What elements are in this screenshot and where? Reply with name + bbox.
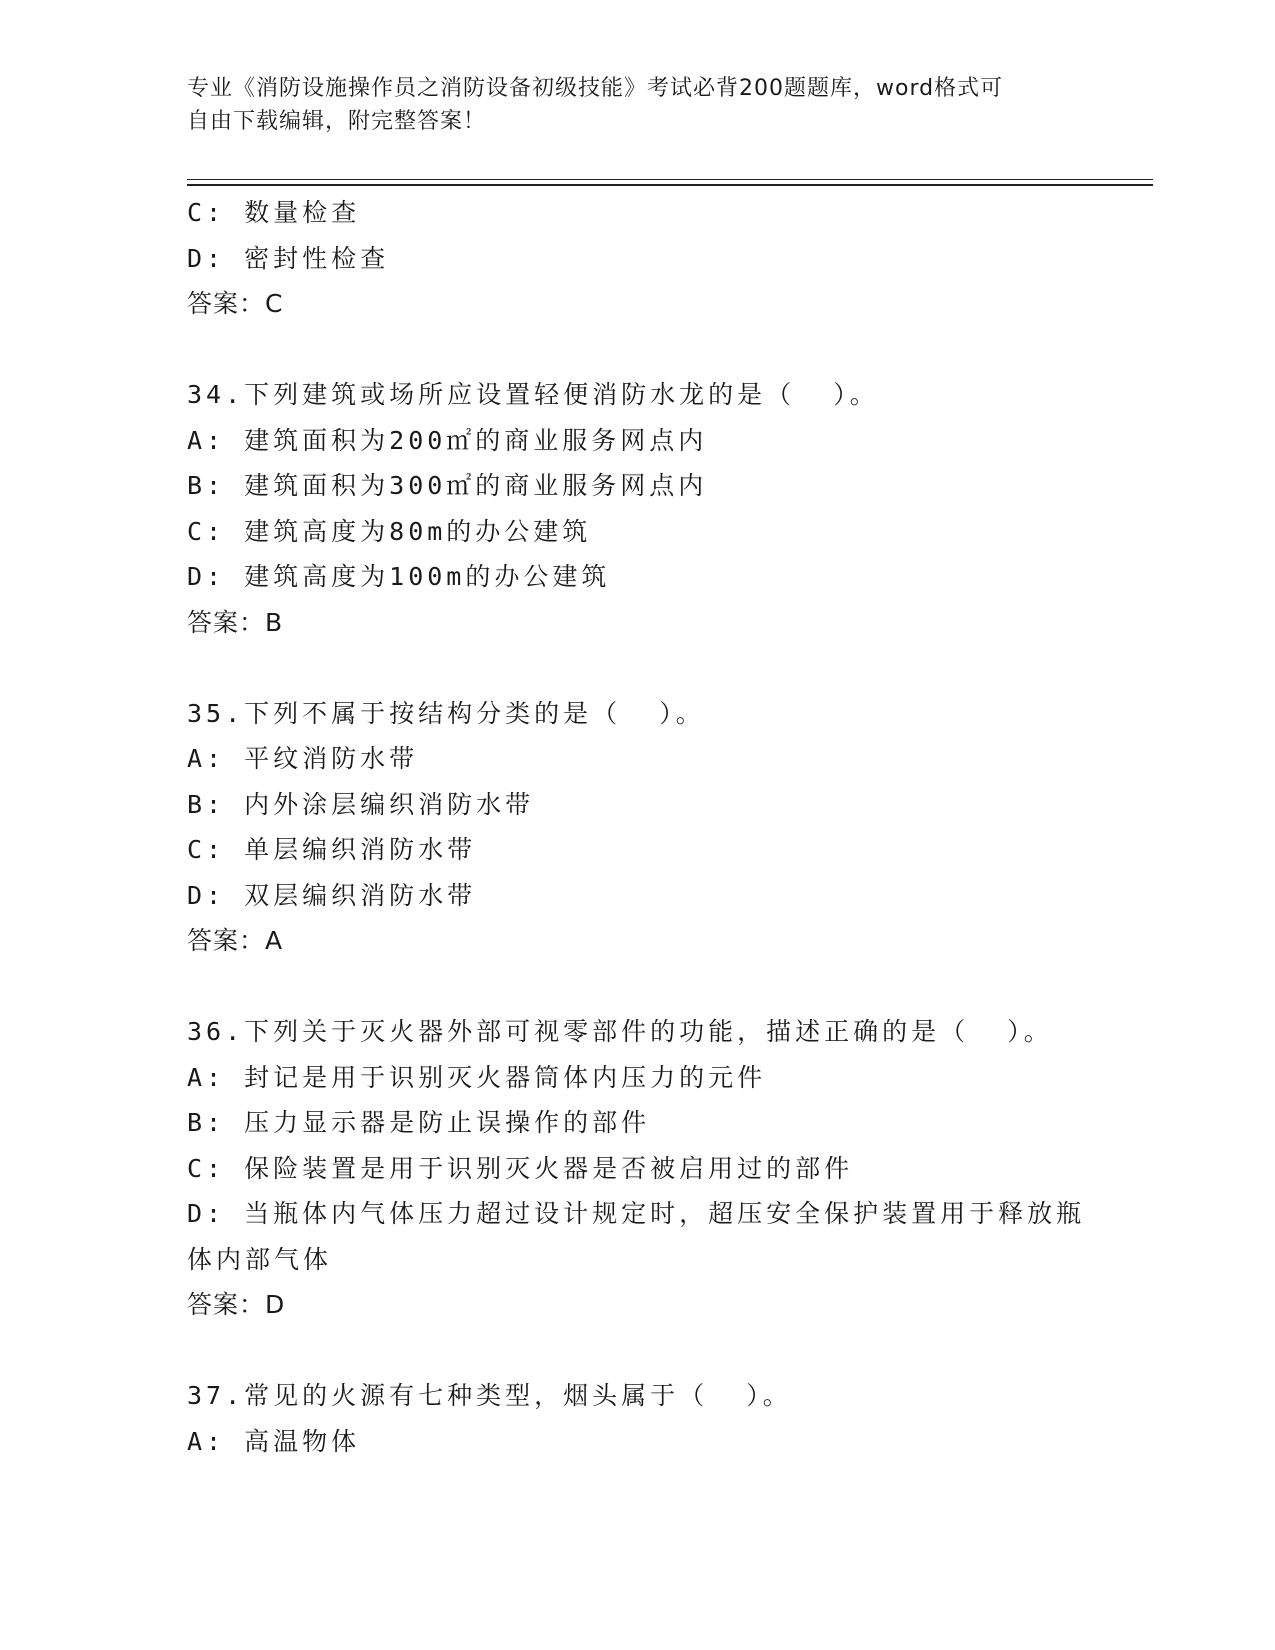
question-block-36 [187, 1009, 1127, 1328]
header-rule-thin [187, 179, 1153, 180]
option-b: B: 内外涂层编织消防水带 [187, 789, 535, 819]
document-header [187, 72, 1087, 138]
answer-line: 答案：B [187, 607, 284, 637]
option-d: D: 密封性检查 [187, 243, 390, 273]
option-d: D: 建筑高度为100m的办公建筑 [187, 562, 611, 591]
question-block-34 [187, 372, 1127, 645]
question-list [187, 190, 1127, 1464]
question-block-35 [187, 691, 1127, 964]
option-d-continued: 体内部气体 [187, 1244, 333, 1274]
question-block-prev [187, 190, 1127, 327]
question-stem: 35.下列不属于按结构分类的是（ ）。 [187, 698, 705, 728]
spacer [187, 645, 1127, 691]
spacer [187, 1328, 1127, 1374]
option-a: A: 平纹消防水带 [187, 744, 419, 773]
option-d: D: 双层编织消防水带 [187, 880, 477, 910]
spacer [187, 327, 1127, 373]
option-b: B: 压力显示器是防止误操作的部件 [187, 1108, 651, 1137]
option-a: A: 高温物体 [187, 1426, 361, 1456]
answer-line: 答案：A [187, 926, 284, 955]
option-c: C: 保险装置是用于识别灭火器是否被启用过的部件 [187, 1153, 854, 1183]
question-stem: 36.下列关于灭火器外部可视零部件的功能，描述正确的是（ ）。 [187, 1017, 1053, 1046]
question-stem: 37.常见的火源有七种类型，烟头属于（ ）。 [187, 1381, 792, 1410]
answer-line: 答案：D [187, 1290, 286, 1319]
question-stem: 34.下列建筑或场所应设置轻便消防水龙的是（ ）。 [187, 380, 879, 409]
option-c: C: 建筑高度为80m的办公建筑 [187, 516, 592, 546]
option-a: A: 建筑面积为200㎡的商业服务网点内 [187, 425, 708, 455]
option-c: C: 单层编织消防水带 [187, 835, 477, 864]
option-d: D: 当瓶体内气体压力超过设计规定时，超压安全保护装置用于释放瓶 [187, 1199, 1086, 1228]
option-c: C: 数量检查 [187, 198, 361, 227]
header-line-2: 自由下载编辑，附完整答案！ [187, 109, 487, 134]
option-b: B: 建筑面积为300㎡的商业服务网点内 [187, 471, 708, 500]
question-block-37 [187, 1373, 1127, 1464]
header-line-1: 专业《消防设施操作员之消防设备初级技能》考试必背200题题库，word格式可 [187, 76, 1004, 101]
header-rule-thick [187, 184, 1153, 186]
option-a: A: 封记是用于识别灭火器筒体内压力的元件 [187, 1062, 767, 1092]
answer-line: 答案：C [187, 289, 284, 318]
spacer [187, 964, 1127, 1010]
